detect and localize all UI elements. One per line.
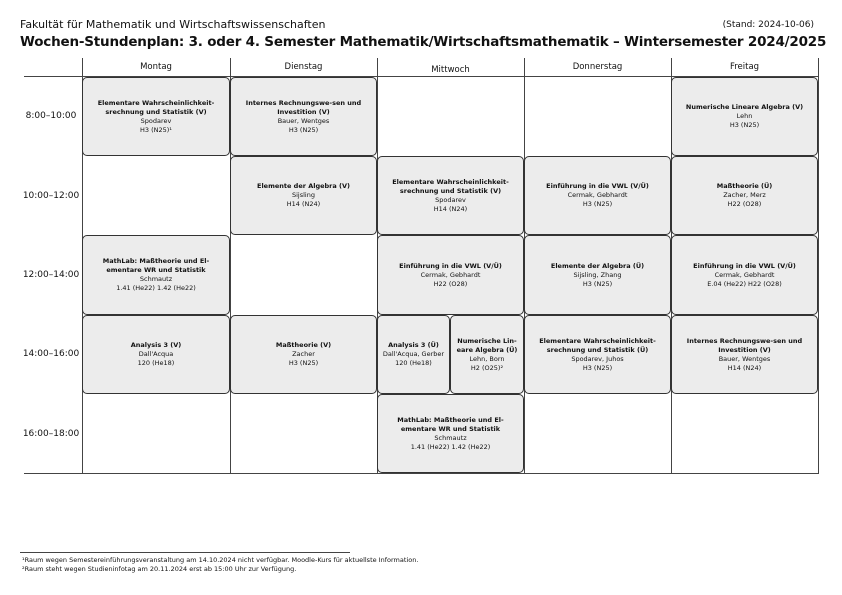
course-room: H3 (N25) (288, 359, 319, 367)
faculty-name: Fakultät für Mathematik und Wirtschaftswissenschaften (20, 18, 326, 31)
course-cell[interactable] (671, 235, 818, 315)
course-lecturer: Bauer, Wentges (277, 116, 330, 125)
course-room: H3 (N25) (729, 121, 760, 129)
day-header-friday: Freitag (729, 62, 760, 72)
course-lecturer: Lehn (736, 112, 753, 120)
course-cell[interactable] (671, 77, 818, 156)
footnote: ²Raum steht wegen Studieninfotag am 20.11.2024 erst ab 15:00 Uhr zur Verfügung. (22, 565, 297, 573)
course-lecturer: Lehn, Born (469, 354, 505, 363)
course-cell[interactable] (671, 315, 818, 394)
course-lecturer: Sijsling (292, 191, 315, 199)
course-cell[interactable] (377, 235, 524, 315)
grid-line (24, 473, 818, 474)
course-cell[interactable] (377, 315, 450, 394)
footnote: ¹Raum wegen Semestereinführungsveranstaltung am 14.10.2024 nicht verfügbar. Moodle-Kurs für aktuellste Information. (22, 556, 419, 564)
day-header-tuesday: Dienstag (284, 62, 323, 72)
course-lecturer: Sijsling, Zhang (573, 270, 622, 279)
course-title: Internes Rechnungswe-sen und Investition (V) (245, 98, 362, 116)
course-lecturer: Spodarev, Juhos (571, 354, 624, 363)
course-room: H2 (O25)² (470, 363, 504, 372)
course-cell[interactable] (230, 156, 377, 235)
footnote-divider (20, 552, 350, 553)
time-slot-label: 16:00–18:00 (22, 429, 80, 439)
course-room: H14 (N24) (727, 363, 762, 372)
course-room: 120 (He18) (395, 359, 432, 367)
course-lecturer: Dall'Acqua, Gerber (382, 350, 445, 358)
course-title: Einführung in die VWL (V/Ü) (693, 261, 796, 270)
course-room: H14 (N24) (286, 200, 321, 208)
course-room: 1.41 (He22) 1.42 (He22) (116, 284, 196, 292)
course-title: Analysis 3 (Ü) (388, 341, 439, 349)
course-title: Elemente der Algebra (Ü) (550, 261, 645, 270)
course-title: Elementare Wahrscheinlichkeit-srechnung und Statistik (V) (97, 98, 215, 116)
course-room: H22 (O28) (433, 279, 468, 288)
course-cell[interactable] (524, 156, 671, 235)
course-title: Analysis 3 (V) (130, 341, 182, 349)
course-cell[interactable] (230, 77, 377, 156)
course-lecturer: Zacher, Merz (723, 191, 766, 199)
course-cell[interactable] (230, 315, 377, 394)
course-cell[interactable] (671, 156, 818, 235)
course-cell[interactable] (377, 394, 524, 473)
course-lecturer: Dall'Acqua (138, 350, 174, 358)
course-room: 1.41 (He22) 1.42 (He22) (410, 442, 491, 451)
course-title: Elementare Wahrscheinlichkeit-srechnung und Statistik (Ü) (539, 336, 656, 354)
course-cell[interactable] (82, 235, 230, 315)
time-slot-label: 10:00–12:00 (22, 191, 80, 201)
course-title: Maßtheorie (V) (275, 341, 332, 349)
course-cell[interactable] (377, 156, 524, 235)
course-lecturer: Zacher (292, 350, 315, 358)
course-cell[interactable] (524, 235, 671, 315)
time-slot-label: 12:00–14:00 (22, 270, 80, 280)
grid-line (818, 58, 819, 474)
course-lecturer: Bauer, Wentges (718, 354, 771, 363)
course-room: H3 (N25)¹ (140, 125, 172, 134)
day-header-thursday: Donnerstag (572, 62, 623, 72)
time-slot-label: 14:00–16:00 (22, 349, 80, 359)
course-title: Numerische Lineare Algebra (V) (685, 103, 804, 111)
time-slot-label: 8:00–10:00 (25, 111, 77, 121)
course-lecturer: Cermak, Gebhardt (420, 270, 481, 279)
course-title: Elementare Wahrscheinlichkeit-srechnung und Statistik (V) (392, 177, 509, 195)
course-title: Einführung in die VWL (V/Ü) (399, 261, 502, 270)
day-header-wednesday: Mittwoch (431, 65, 470, 75)
course-room: H22 (O28) (727, 200, 762, 208)
course-cell[interactable] (82, 77, 230, 156)
day-header-monday: Montag (140, 62, 172, 72)
course-title: Elemente der Algebra (V) (257, 182, 350, 190)
course-title: MathLab: Maßtheorie und El-ementare WR und Statistik (397, 415, 504, 433)
course-cell[interactable] (82, 315, 230, 394)
course-room: H3 (N25) (582, 279, 613, 288)
course-cell[interactable] (450, 315, 524, 394)
course-lecturer: Cermak, Gebhardt (567, 191, 628, 199)
course-lecturer: Spodarev (140, 116, 172, 125)
course-title: Numerische Lin-eare Algebra (Ü) (456, 336, 518, 354)
course-room: H3 (N25) (582, 363, 613, 372)
course-room: E.04 (He22) H22 (O28) (707, 279, 782, 288)
course-room: H14 (N24) (433, 204, 468, 213)
course-title: Internes Rechnungswe-sen und Investition (V) (686, 336, 803, 354)
course-room: 120 (He18) (137, 359, 175, 367)
course-title: MathLab: Maßtheorie und El-ementare WR und Statistik (102, 257, 210, 274)
course-lecturer: Spodarev (435, 195, 466, 204)
course-lecturer: Schmautz (139, 275, 173, 283)
course-lecturer: Schmautz (434, 433, 467, 442)
course-room: H3 (N25) (582, 200, 613, 208)
page-title: Wochen-Stundenplan: 3. oder 4. Semester Mathematik/Wirtschaftsmathematik – Wintersemester 2024/2025 (20, 34, 827, 50)
stand-date: (Stand: 2024-10-06) (722, 20, 814, 30)
course-title: Maßtheorie (Ü) (716, 182, 773, 190)
course-room: H3 (N25) (288, 125, 319, 134)
course-cell[interactable] (524, 315, 671, 394)
course-lecturer: Cermak, Gebhardt (714, 270, 775, 279)
course-title: Einführung in die VWL (V/Ü) (546, 182, 649, 190)
